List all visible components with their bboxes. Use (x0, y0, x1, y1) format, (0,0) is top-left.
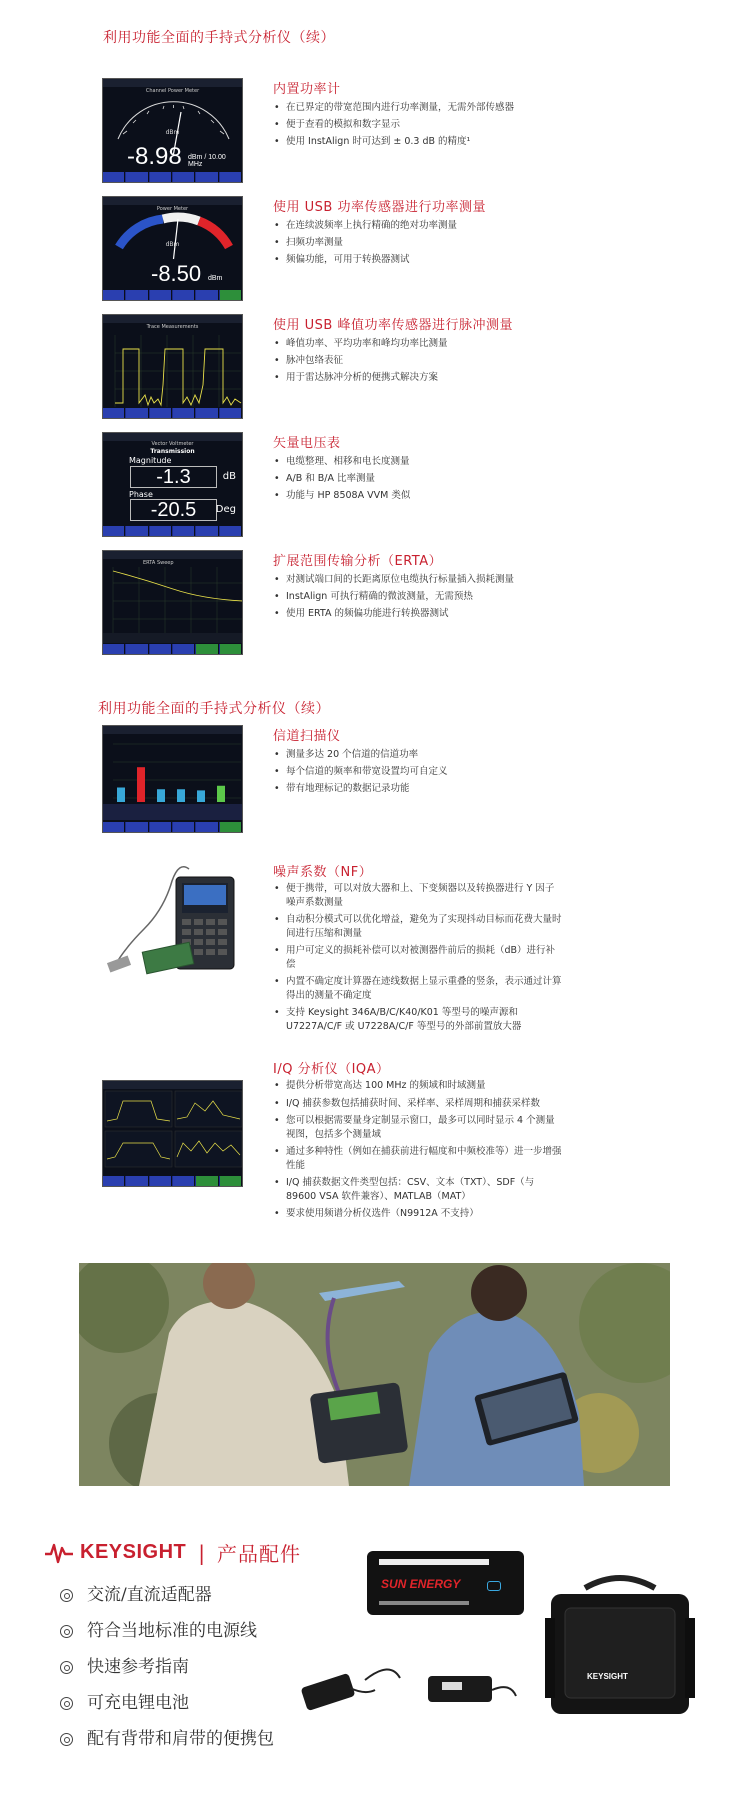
channel-bar (197, 790, 205, 802)
list-item: 交流/直流适配器 (60, 1577, 274, 1613)
carrying-bag-image (545, 1568, 695, 1718)
feature-list (273, 882, 563, 1037)
list-item: • 提供分析带宽高达 100 MHz 的频域和时域测量 (273, 1079, 563, 1093)
feature-noise-figure (102, 861, 732, 1041)
list-item: • 电缆整理、相移和电长度测量 (273, 453, 573, 470)
list-item: • 频偏功能，可用于转换器测试 (273, 251, 573, 268)
list-item: • 对测试端口间的长距离原位电缆执行标量插入损耗测量 (273, 571, 573, 588)
list-item: • 扫频功率测量 (273, 234, 573, 251)
channel-bar (157, 789, 165, 802)
list-item: • A/B 和 B/A 比率测量 (273, 470, 573, 487)
bullet-circle-icon (60, 1733, 73, 1746)
channel-bar (217, 786, 225, 802)
list-item: • 在连续波频率上执行精确的绝对功率测量 (273, 217, 573, 234)
magnitude-value: -1.3 (130, 466, 217, 488)
list-item: • 支持 Keysight 346A/B/C/K40/K01 等型号的噪声源和 U7227A/C/F 或 U7228A/C/F 等型号的外部前置放大器 (273, 1006, 563, 1033)
field-photo-illustration (79, 1263, 670, 1486)
feature-title: 扩展范围传输分析（ERTA） (273, 554, 443, 569)
channel-scanner-screenshot (102, 725, 243, 833)
bag-brand: KEYSIGHT (587, 1672, 628, 1681)
list-item: • 要求使用频谱分析仪选件（N9912A 不支持） (273, 1207, 563, 1221)
bag-illustration (545, 1568, 695, 1718)
iq-analyzer-screenshot (102, 1080, 243, 1187)
list-item: • InstAlign 可执行精确的微波测量，无需预热 (273, 588, 573, 605)
pulse-trace-icon (103, 315, 243, 419)
ac-adapter-icon (295, 1650, 405, 1720)
feature-list (273, 335, 573, 386)
list-item: • 带有地理标记的数据记录功能 (273, 780, 573, 797)
feature-list (273, 217, 573, 268)
list-item: • I/Q 捕获数据文件类型包括：CSV、文本（TXT）、SDF（与 89600 VSA 软件兼容）、MATLAB（MAT） (273, 1176, 563, 1203)
list-item: • 用于雷达脉冲分析的便携式解决方案 (273, 369, 573, 386)
pulse-screenshot: Trace Measurements (102, 314, 243, 419)
section-title: 利用功能全面的手持式分析仪（续） (103, 30, 335, 46)
feature-vector-voltmeter (102, 432, 732, 542)
feature-list (273, 99, 573, 150)
list-item: • 功能与 HP 8508A VVM 类似 (273, 487, 573, 504)
power-reading: -8.50 (151, 261, 202, 286)
accessories-heading: 产品配件 (217, 1542, 301, 1566)
field-use-photo (79, 1263, 670, 1486)
list-item: • 自动积分模式可以优化增益，避免为了实现抖动目标而花费大量时间进行压缩和测量 (273, 913, 563, 940)
battery-image (367, 1551, 524, 1615)
feature-title: 使用 USB 峰值功率传感器进行脉冲测量 (273, 318, 513, 333)
bullet-circle-icon (60, 1625, 73, 1638)
list-item: • 在已界定的带宽范围内进行功率测量，无需外部传感器 (273, 99, 573, 116)
power-reading: -8.98 (127, 143, 182, 170)
feature-channel-scanner (102, 725, 732, 840)
brand-header (44, 1538, 301, 1567)
feature-erta (102, 550, 732, 660)
channel-bar (177, 789, 185, 802)
bullet-circle-icon (60, 1661, 73, 1674)
brand-separator: | (198, 1540, 205, 1565)
bullet-circle-icon (60, 1697, 73, 1710)
list-item: • 您可以根据需要量身定制显示窗口，最多可以同时显示 4 个测量视图，包括多个测量域 (273, 1114, 563, 1141)
section-title: 利用功能全面的手持式分析仪（续） (98, 701, 330, 717)
battery-brand: SUN ENERGY (381, 1577, 461, 1591)
list-item: • 使用 InstAlign 时可达到 ± 0.3 dB 的精度¹ (273, 133, 573, 150)
feature-title: 内置功率计 (273, 82, 341, 97)
feature-usb-peak-power (102, 314, 732, 424)
list-item: 可充电锂电池 (60, 1685, 274, 1721)
power-meter-screenshot: Channel Power Meter dBm -8.98 dBm / 10.00 MHz (102, 78, 243, 183)
feature-list (273, 453, 573, 504)
feature-title: I/Q 分析仪（IQA） (273, 1062, 390, 1077)
accessories-list (60, 1577, 274, 1757)
iq-spectrum-icon (103, 1081, 243, 1187)
list-item: • 便于查看的模拟和数字显示 (273, 116, 573, 133)
keysight-logo-icon (44, 1542, 74, 1564)
feature-usb-power-sensor (102, 196, 732, 306)
list-item: • 脉冲包络表征 (273, 352, 573, 369)
list-item: • 峰值功率、平均功率和峰均功率比测量 (273, 335, 573, 352)
bullet-circle-icon (60, 1589, 73, 1602)
power-unit: dBm (208, 275, 223, 282)
list-item: 配有背带和肩带的便携包 (60, 1721, 274, 1757)
list-item: • 每个信道的频率和带宽设置均可自定义 (273, 763, 573, 780)
feature-title: 矢量电压表 (273, 436, 341, 451)
vvm-screenshot: Vector Voltmeter Transmission Magnitude -1.3 dB Phase -20.5 Deg (102, 432, 243, 537)
feature-list (273, 746, 573, 797)
erta-screenshot: ERTA Sweep (102, 550, 243, 655)
feature-title: 信道扫描仪 (273, 729, 341, 744)
list-item: • 使用 ERTA 的频偏功能进行转换器测试 (273, 605, 573, 622)
channel-bar (137, 767, 145, 802)
list-item: 快速参考指南 (60, 1649, 274, 1685)
channel-bar (117, 788, 125, 803)
list-item: 符合当地标准的电源线 (60, 1613, 274, 1649)
feature-list (273, 571, 573, 622)
handheld-analyzer-icon (94, 859, 254, 989)
phase-value: -20.5 (130, 499, 217, 521)
list-item: • 内置不确定度计算器在迹线数据上显示重叠的竖条，表示通过计算得出的测量不确定度 (273, 975, 563, 1002)
feature-list (273, 1079, 563, 1225)
power-unit: dBm / 10.00 MHz (188, 154, 226, 168)
list-item: • 用户可定义的损耗补偿可以对被测器件前后的损耗（dB）进行补偿 (273, 944, 563, 971)
list-item: • I/Q 捕获参数包括捕获时间、采样率、采样周期和捕获采样数 (273, 1097, 563, 1111)
usb-power-screenshot: Power Meter dBm -8.50 dBm (102, 196, 243, 301)
feature-power-meter (102, 78, 732, 188)
list-item: • 测量多达 20 个信道的信道功率 (273, 746, 573, 763)
feature-iq-analyzer (102, 1058, 732, 1228)
dc-adapter-icon (420, 1662, 520, 1722)
feature-title: 噪声系数（NF） (273, 865, 373, 880)
list-item: • 通过多种特性（例如在捕获前进行幅度和中频校准等）进一步增强性能 (273, 1145, 563, 1172)
feature-title: 使用 USB 功率传感器进行功率测量 (273, 200, 486, 215)
accessories-section (0, 1530, 751, 1810)
brand-name: KEYSIGHT (80, 1541, 187, 1563)
list-item: • 便于携带，可以对放大器和上、下变频器以及转换器进行 Y 因子噪声系数测量 (273, 882, 563, 909)
